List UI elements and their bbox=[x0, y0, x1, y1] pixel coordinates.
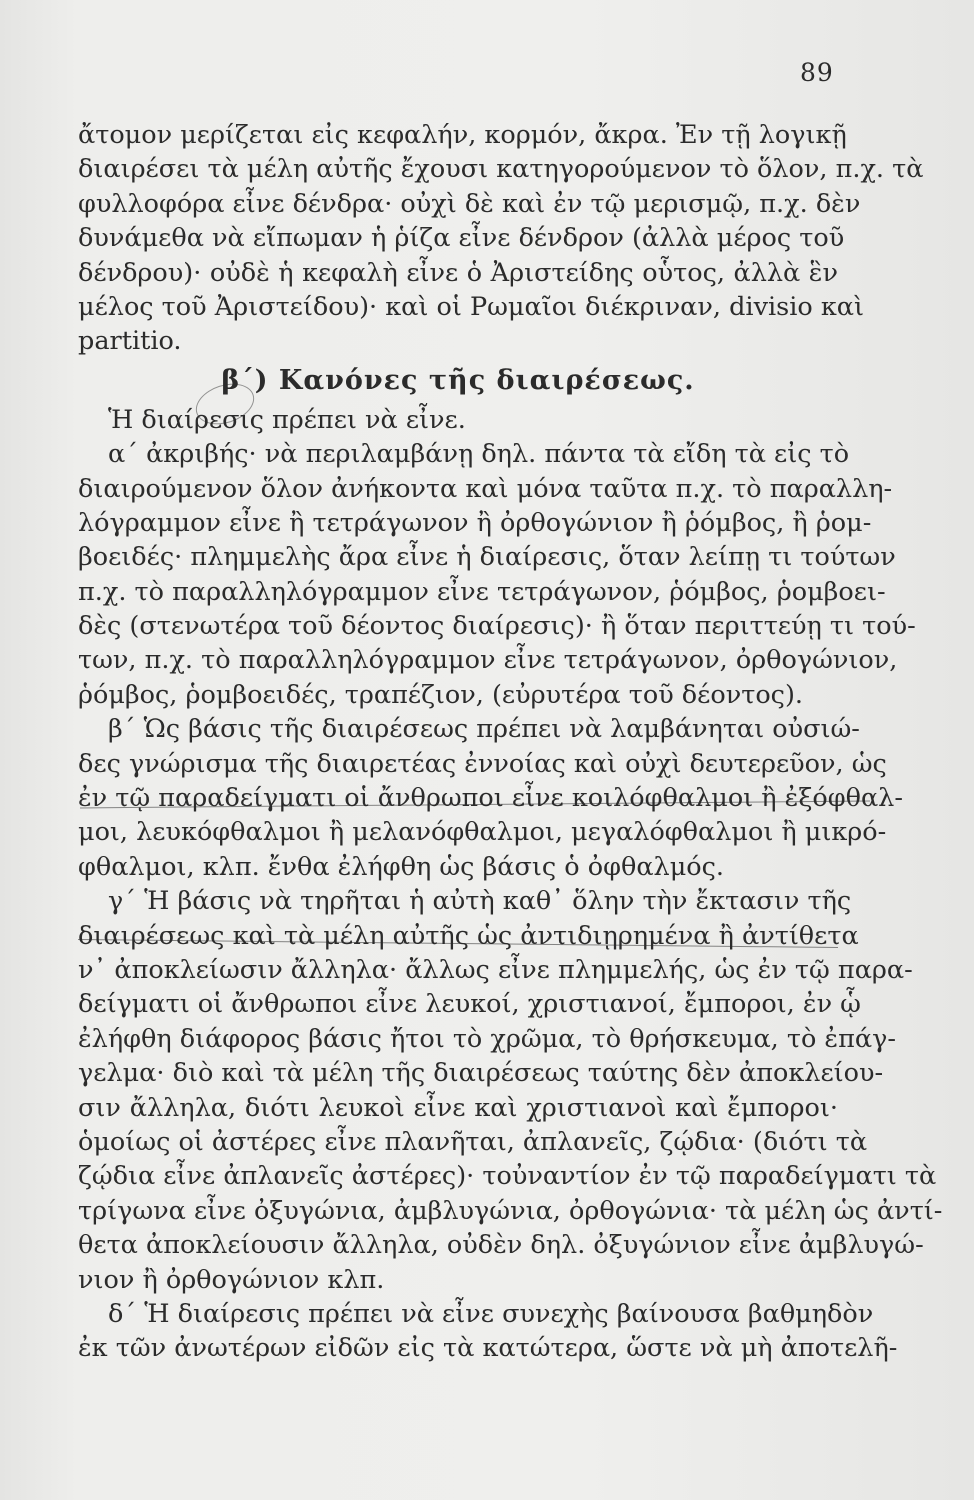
text-line: διαιρούμενον ὅλον ἀνήκοντα καὶ μόνα ταῦτα π.χ. τὸ παραλλη- bbox=[78, 473, 893, 504]
text-line: διαιρέσεως καὶ τὰ μέλη αὐτῆς ὡς ἀντιδιῃρημένα ἢ ἀντίθετα bbox=[78, 920, 859, 951]
text-line: διαιρέσει τὰ μέλη αὐτῆς ἔχουσι κατηγορούμενον τὸ ὅλον, π.χ. τὰ bbox=[78, 154, 924, 185]
text-line: δ΄ Ἡ διαίρεσις πρέπει νὰ εἶνε συνεχὴς βαίνουσα βαθμηδὸν bbox=[108, 1298, 874, 1329]
page-number: 89 bbox=[800, 58, 834, 87]
text-line: γ΄ Ἡ βάσις νὰ τηρῆται ἡ αὐτὴ καθ᾽ ὅλην τὴν ἔκτασιν τῆς bbox=[108, 886, 852, 917]
text-line: των, π.χ. τὸ παραλληλόγραμμον εἶνε τετράγωνον, ὀρθογώνιον, bbox=[78, 645, 898, 676]
text-line: σιν ἄλληλα, διότι λευκοὶ εἶνε καὶ χριστιανοὶ καὶ ἔμποροι· bbox=[78, 1092, 838, 1123]
text-line: ἐν τῷ παραδείγματι οἱ ἄνθρωποι εἶνε κοιλόφθαλμοι ἢ ἐξόφθαλ- bbox=[78, 783, 903, 814]
text-line: ἐλήφθη διάφορος βάσις ἤτοι τὸ χρῶμα, τὸ θρήσκευμα, τὸ ἐπάγ- bbox=[78, 1023, 896, 1054]
text-line: π.χ. τὸ παραλληλόγραμμον εἶνε τετράγωνον, ῥόμβος, ῥομβοει- bbox=[78, 576, 886, 607]
text-line: partitio. bbox=[78, 326, 182, 357]
text-line: λόγραμμον εἶνε ἢ τετράγωνον ἢ ὀρθογώνιον ἢ ῥόμβος, ἢ ῥομ- bbox=[78, 507, 872, 538]
text-line: ζῴδια εἶνε ἀπλανεῖς ἀστέρες)· τοὐναντίον ἐν τῷ παραδείγματι τὰ bbox=[78, 1161, 937, 1192]
text-line: μέλος τοῦ Ἀριστείδου)· καὶ οἱ Ρωμαῖοι διέκριναν, divisio καὶ bbox=[78, 291, 864, 322]
section-heading: β΄) Κανόνες τῆς διαιρέσεως. bbox=[221, 364, 695, 396]
text-line: ῥόμβος, ῥομβοειδές, τραπέζιον, (εὐρυτέρα τοῦ δέοντος). bbox=[78, 679, 804, 710]
text-line: δες γνώρισμα τῆς διαιρετέας ἐννοίας καὶ οὐχὶ δευτερεῦον, ὡς bbox=[78, 748, 887, 779]
text-line: δυνάμεθα νὰ εἴπωμαν ἡ ῥίζα εἶνε δένδρον (ἀλλὰ μέρος τοῦ bbox=[78, 223, 845, 254]
text-line: ὁμοίως οἱ ἀστέρες εἶνε πλανῆται, ἀπλανεῖς, ζῴδια· (διότι τὰ bbox=[78, 1126, 868, 1157]
text-line: νιον ἢ ὀρθογώνιον κλπ. bbox=[78, 1264, 385, 1295]
text-line: ἐκ τῶν ἀνωτέρων εἰδῶν εἰς τὰ κατώτερα, ὥστε νὰ μὴ ἀποτελῆ- bbox=[78, 1333, 898, 1364]
text-line: γελμα· διὸ καὶ τὰ μέλη τῆς διαιρέσεως ταύτης δὲν ἀποκλείου- bbox=[78, 1058, 884, 1089]
body-text bbox=[78, 118, 943, 1366]
text-line: ἄτομον μερίζεται εἰς κεφαλήν, κορμόν, ἄκρα. Ἐν τῇ λογικῇ bbox=[78, 120, 847, 150]
text-line: τρίγωνα εἶνε ὀξυγώνια, ἀμβλυγώνια, ὀρθογώνια· τὰ μέλη ὡς ἀντί- bbox=[78, 1195, 943, 1226]
text-line: δείγματι οἱ ἄνθρωποι εἶνε λευκοί, χριστιανοί, ἔμποροι, ἐν ᾧ bbox=[78, 989, 861, 1020]
text-line: φθαλμοι, κλπ. ἔνθα ἐλήφθη ὡς βάσις ὁ ὀφθαλμός. bbox=[78, 851, 725, 882]
text-line: ν᾽ ἀποκλείωσιν ἄλληλα· ἄλλως εἶνε πλημμελής, ὡς ἐν τῷ παρα- bbox=[78, 954, 913, 985]
text-line: α΄ ἀκριβής· νὰ περιλαμβάνῃ δηλ. πάντα τὰ εἴδη τὰ εἰς τὸ bbox=[108, 439, 850, 470]
text-line: βοειδές· πλημμελὴς ἄρα εἶνε ἡ διαίρεσις, ὅταν λείπῃ τι τούτων bbox=[78, 542, 896, 573]
text-line: φυλλοφόρα εἶνε δένδρα· οὐχὶ δὲ καὶ ἐν τῷ μερισμῷ, π.χ. δὲν bbox=[78, 188, 861, 219]
text-line: Ἡ διαίρεσις πρέπει νὰ εἶνε. bbox=[108, 404, 466, 435]
text-line: μοι, λευκόφθαλμοι ἢ μελανόφθαλμοι, μεγαλόφθαλμοι ἢ μικρό- bbox=[78, 817, 887, 848]
text-line: δὲς (στενωτέρα τοῦ δέοντος διαίρεσις)· ἢ ὅταν περιττεύῃ τι τού- bbox=[78, 611, 916, 642]
text-line: δένδρου)· οὐδὲ ἡ κεφαλὴ εἶνε ὁ Ἀριστείδης οὗτος, ἀλλὰ ἓν bbox=[78, 257, 838, 288]
text-line: β΄ Ὡς βάσις τῆς διαιρέσεως πρέπει νὰ λαμβάνηται οὐσιώ- bbox=[108, 714, 860, 745]
text-line: θετα ἀποκλείουσιν ἄλληλα, οὐδὲν δηλ. ὀξυγώνιον εἶνε ἀμβλυγώ- bbox=[78, 1230, 924, 1261]
